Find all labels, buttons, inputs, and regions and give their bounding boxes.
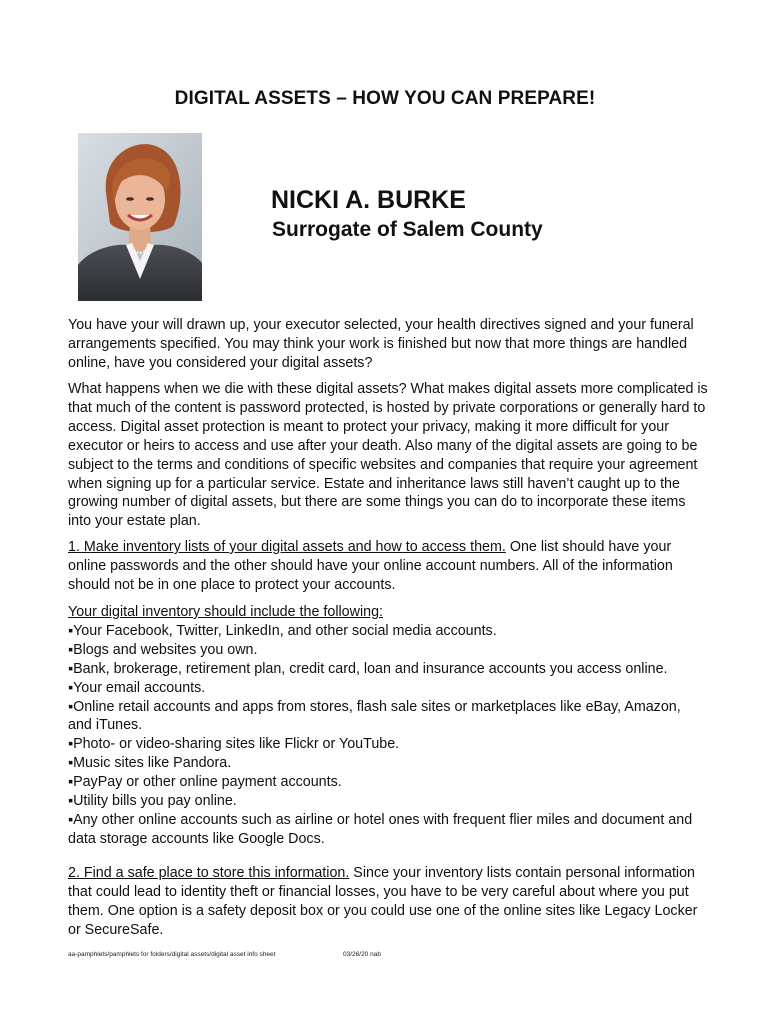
list-item: ▪PayPay or other online payment accounts. bbox=[68, 774, 342, 791]
inventory-list bbox=[68, 603, 708, 849]
step-1-heading: 1. Make inventory lists of your digital assets and how to access them. bbox=[68, 539, 506, 555]
portrait-photo bbox=[78, 133, 202, 301]
inventory-heading: Your digital inventory should include the following: bbox=[68, 604, 383, 620]
list-item: ▪Bank, brokerage, retirement plan, credit card, loan and insurance accounts you access online. bbox=[68, 660, 668, 677]
list-item: ▪Music sites like Pandora. bbox=[68, 755, 232, 772]
step-2-text: Since your inventory lists contain personal information that could lead to identity theft or financial losses, you have to be very careful about where you put them. One option is a safety deposit box or you could use one of the online sites like Legacy Locker or SecureSafe. bbox=[68, 865, 698, 938]
step-1-paragraph bbox=[68, 538, 708, 595]
official-name: NICKI A. BURKE bbox=[271, 186, 466, 214]
footer-file-path: aa-pamphlets/pamphlets for folders/digital assets/digital asset info sheet bbox=[68, 951, 276, 958]
question-paragraph: What happens when we die with these digital assets? What makes digital assets more complicated is that much of the content is password protected, is hosted by private corporations or generally hard to access. Digital asset protection is meant to protect your privacy, making it more difficult for your executor or heirs to access and use after your death. Also many of the digital assets are going to be subject to the terms and conditions of specific websites and companies that require your agreement when signing up for a particular service. Estate and inheritance laws still haven’t caught up to the growing number of digital assets, but there are some things you can do to incorporate these items into your estate plan. bbox=[68, 381, 708, 530]
intro-paragraph: You have your will drawn up, your executor selected, your health directives signed and your funeral arrangements specified. You may think your work is finished but now that more things are handled online, have you considered your digital assets? bbox=[68, 317, 694, 371]
list-item: ▪Your Facebook, Twitter, LinkedIn, and other social media accounts. bbox=[68, 622, 497, 639]
list-item: ▪Blogs and websites you own. bbox=[68, 641, 258, 658]
footer-date: 03/26/20 nab bbox=[343, 951, 381, 958]
step-1-text: One list should have your online passwords and the other should have your online account numbers. All of the information should not be in one place to protect your accounts. bbox=[68, 539, 673, 593]
page-title: DIGITAL ASSETS – HOW YOU CAN PREPARE! bbox=[174, 88, 596, 109]
step-2-paragraph bbox=[68, 864, 708, 940]
office-title: Surrogate of Salem County bbox=[272, 218, 543, 241]
list-item: ▪Photo- or video-sharing sites like Flickr or YouTube. bbox=[68, 736, 400, 753]
list-item: ▪Online retail accounts and apps from stores, flash sale sites or marketplaces like eBay, Amazon, and iTunes. bbox=[68, 698, 681, 734]
list-item: ▪Your email accounts. bbox=[68, 679, 206, 696]
step-2-heading: 2. Find a safe place to store this information. bbox=[68, 865, 350, 881]
list-item: ▪Utility bills you pay online. bbox=[68, 793, 237, 810]
list-item: ▪Any other online accounts such as airline or hotel ones with frequent flier miles and document and data storage accounts like Google Docs. bbox=[68, 811, 693, 847]
